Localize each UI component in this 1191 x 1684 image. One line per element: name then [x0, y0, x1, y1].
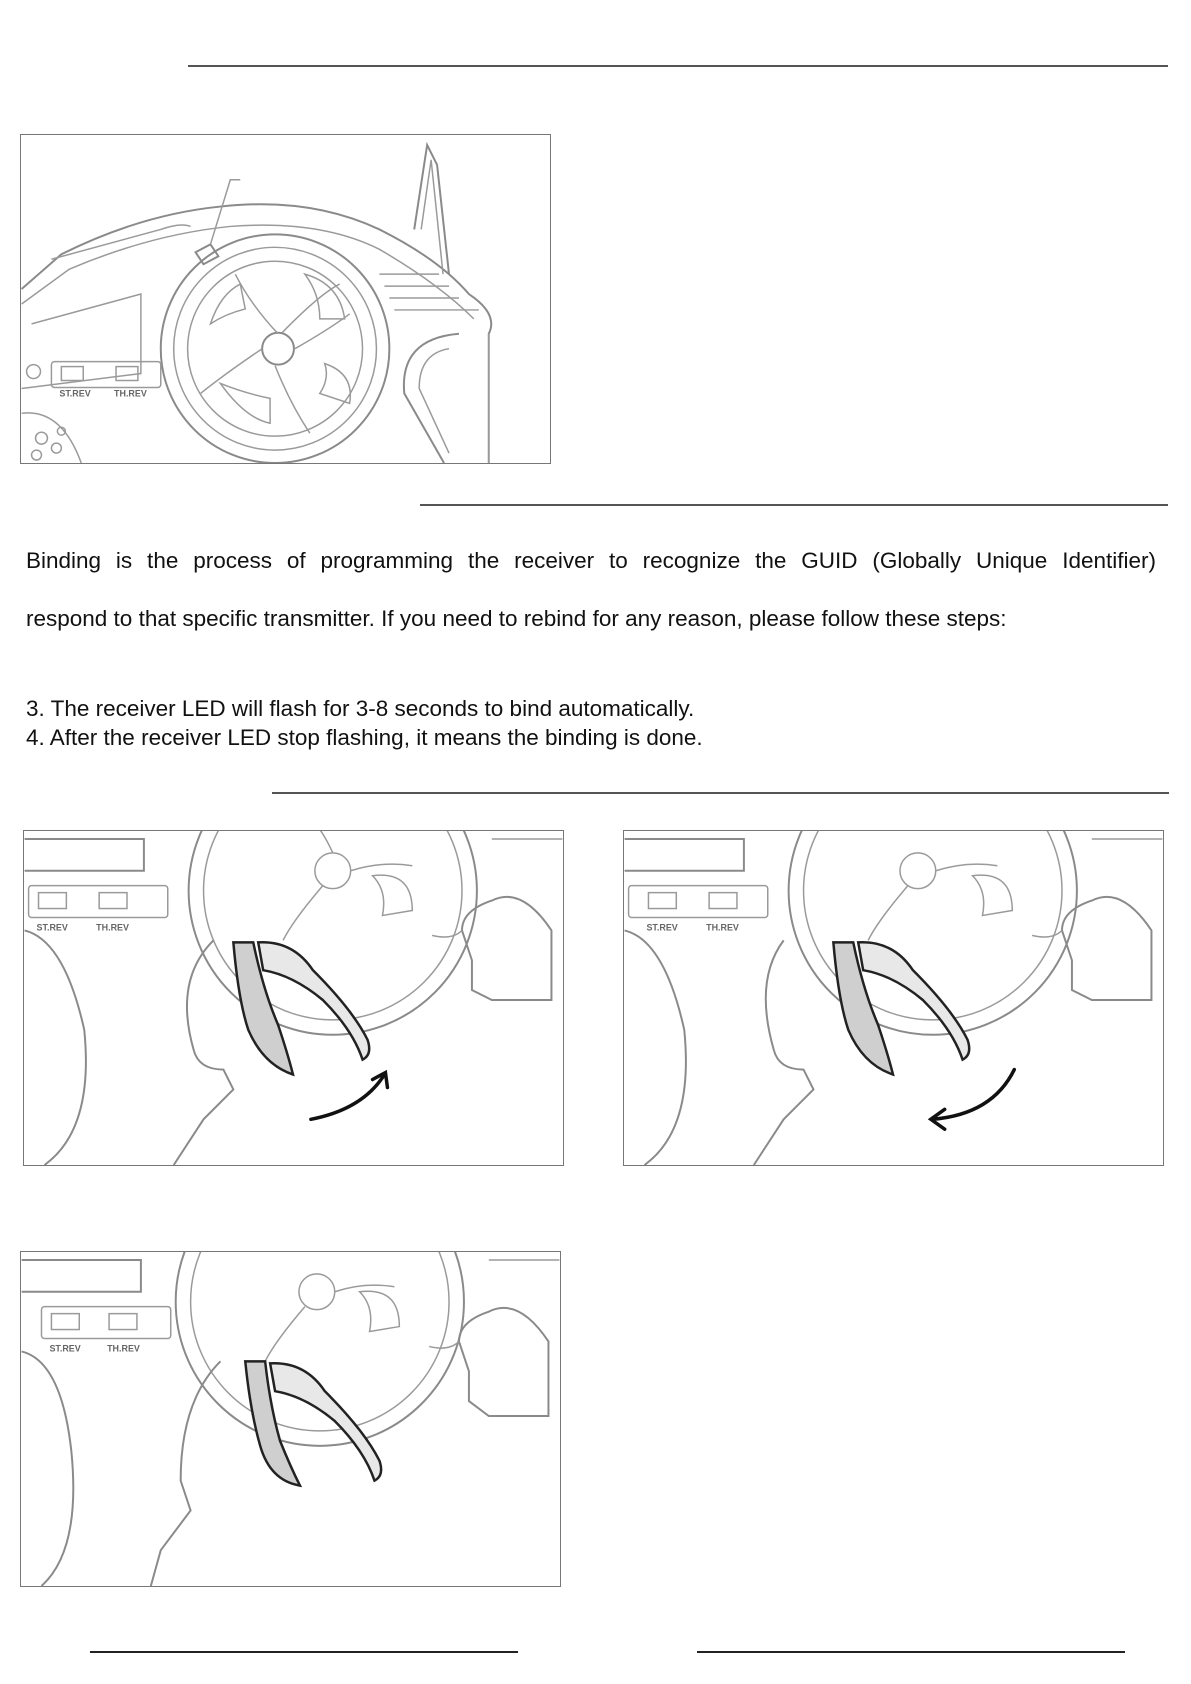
trigger-neutral-illustration [21, 1252, 560, 1586]
switch-label-th-bottom: TH.REV [107, 1343, 140, 1354]
switch-label-th-left: TH.REV [96, 922, 129, 933]
switch-label-st: ST.REV [59, 388, 91, 399]
trigger-pull-illustration [24, 831, 563, 1165]
figure-trigger-bottom [20, 1251, 561, 1587]
counterclockwise-arrow-icon [933, 1070, 1015, 1120]
figure-transmitter-top [20, 134, 551, 464]
footer-rule-left [90, 1651, 518, 1653]
switch-label-st-right: ST.REV [646, 922, 678, 933]
intro-line-2: respond to that specific transmitter. If you need to rebind for any reason, please follow these steps: [26, 606, 1007, 631]
switch-label-th-right: TH.REV [706, 922, 739, 933]
switch-label-st-bottom: ST.REV [49, 1343, 81, 1354]
section-rule-2 [272, 792, 1169, 794]
clockwise-arrow-icon [311, 1075, 385, 1120]
trigger-push-illustration [624, 831, 1163, 1165]
section-rule-1 [420, 504, 1168, 506]
header-rule [188, 65, 1168, 67]
figure-trigger-right [623, 830, 1164, 1166]
switch-label-th: TH.REV [114, 388, 147, 399]
switch-label-st-left: ST.REV [36, 922, 68, 933]
transmitter-wheel-illustration [21, 135, 550, 463]
footer-rule-right [697, 1651, 1125, 1653]
figure-trigger-left [23, 830, 564, 1166]
intro-line-1: Binding is the process of programming the receiver to recognize the GUID (Globally Unique Identifier) [26, 548, 1156, 573]
step-3: 3. The receiver LED will flash for 3-8 seconds to bind automatically. [26, 696, 695, 721]
step-4: 4. After the receiver LED stop flashing, it means the binding is done. [26, 725, 703, 750]
